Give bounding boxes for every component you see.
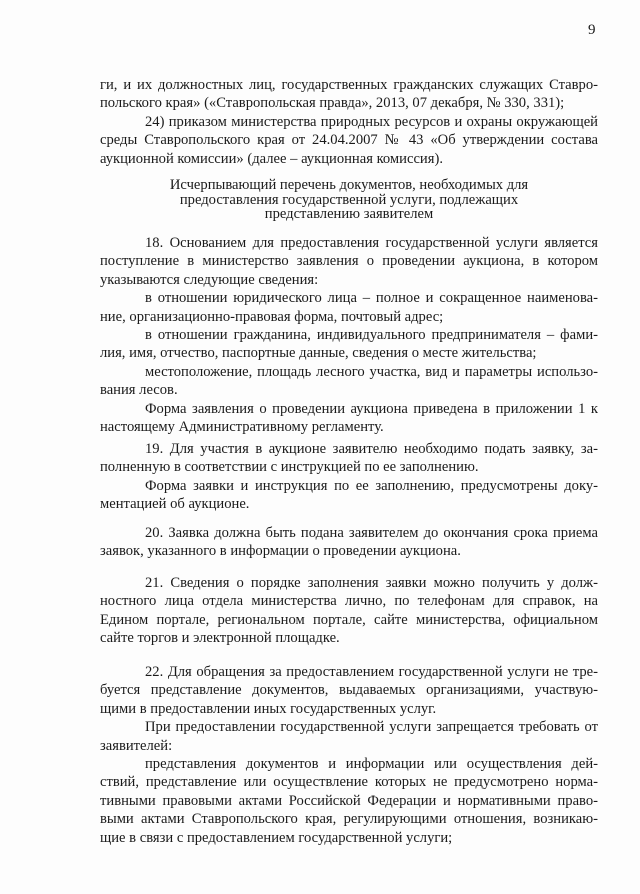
text-line: в отношении гражданина, индивидуального предпринимателя – фами- bbox=[145, 327, 598, 344]
text-line: поступление в министерство заявления о проведении аукциона, в котором bbox=[100, 253, 598, 270]
text-line: 22. Для обращения за предоставлением государственной услуги не тре- bbox=[145, 664, 598, 680]
text-line: ги, и их должностных лиц, государственных гражданских служащих Ставро- bbox=[100, 77, 598, 93]
text-line: местоположение, площадь лесного участка, вид и параметры использо- bbox=[145, 363, 598, 380]
text-line: При предоставлении государственной услуги запрещается требовать от bbox=[145, 719, 598, 736]
text-line: выми актами Ставропольского края, регулирующими отношения, возникаю- bbox=[100, 811, 598, 828]
section-heading bbox=[100, 178, 598, 222]
text-line: аукционной комиссии» (далее – аукционная комиссия). bbox=[100, 150, 443, 167]
text-line: ствий, представление или осуществление которых не предусмотрено норма- bbox=[100, 774, 598, 791]
text-line: лия, имя, отчество, паспортные данные, сведения о месте жительства; bbox=[100, 345, 537, 362]
text-line: щие в связи с предоставлением государственной услуги; bbox=[100, 829, 453, 846]
text-line: в отношении юридического лица – полное и сокращенное наименова- bbox=[145, 290, 598, 307]
text-line: тивными правовыми актами Российской Федерации и нормативными право- bbox=[100, 792, 598, 809]
paragraph-18 bbox=[100, 234, 598, 436]
text-line: среды Ставропольского края от 24.04.2007 № 43 «Об утверждении состава bbox=[100, 132, 598, 149]
paragraph-21 bbox=[100, 574, 598, 648]
text-line: заявителей: bbox=[100, 737, 173, 754]
text-line: 20. Заявка должна быть подана заявителем до окончания срока приема bbox=[145, 525, 598, 541]
text-line: предоставления государственной услуги, подлежащих bbox=[179, 191, 519, 208]
text-line: настоящему Административному регламенту. bbox=[100, 419, 384, 436]
text-line: заявок, указанного в информации о проведении аукциона. bbox=[100, 543, 461, 560]
text-line: буется представление документов, выдаваемых организациями, участвую- bbox=[100, 682, 598, 699]
text-line: 19. Для участия в аукционе заявителю необходимо подать заявку, за- bbox=[145, 441, 598, 457]
text-line: Форма заявления о проведении аукциона приведена в приложении 1 к bbox=[145, 400, 598, 417]
text-line: полненную в соответствии с инструкцией по ее заполнению. bbox=[100, 459, 479, 476]
text-line: ние, организационно-правовая форма, почтовый адрес; bbox=[100, 308, 444, 325]
paragraph-22 bbox=[100, 663, 598, 847]
paragraph-20 bbox=[100, 524, 598, 561]
text-line: 18. Основанием для предоставления государственной услуги является bbox=[145, 235, 598, 251]
text-line: представления документов и информации или осуществления дей- bbox=[145, 756, 598, 773]
text-line: польского края» («Ставропольская правда», 2013, 07 декабря, № 330, 331); bbox=[100, 95, 565, 112]
text-line: указываются следующие сведения: bbox=[100, 271, 319, 288]
text-line: вания лесов. bbox=[100, 382, 178, 399]
paragraph-19 bbox=[100, 440, 598, 514]
page-number: 9 bbox=[588, 22, 596, 38]
text-line: ментацией об аукционе. bbox=[100, 496, 250, 513]
text-line: Едином портале, региональном портале, сайте министерства, официальном bbox=[100, 611, 598, 628]
text-line: представлению заявителем bbox=[264, 206, 434, 222]
text-line: ностного лица отдела министерства лично, по телефонам для справок, на bbox=[100, 593, 598, 610]
text-line: щими в предоставлении иных государственных услуг. bbox=[100, 700, 437, 717]
text-line: 24) приказом министерства природных ресурсов и охраны окружающей bbox=[145, 113, 598, 130]
text-line: Исчерпывающий перечень документов, необходимых для bbox=[169, 177, 529, 193]
text-line: сайте торгов и электронной площадке. bbox=[100, 630, 340, 647]
text-line: 21. Сведения о порядке заполнения заявки можно получить у долж- bbox=[145, 575, 598, 591]
text-line: Форма заявки и инструкция по ее заполнению, предусмотрены доку- bbox=[145, 477, 598, 494]
continuation-paragraph bbox=[100, 76, 598, 168]
